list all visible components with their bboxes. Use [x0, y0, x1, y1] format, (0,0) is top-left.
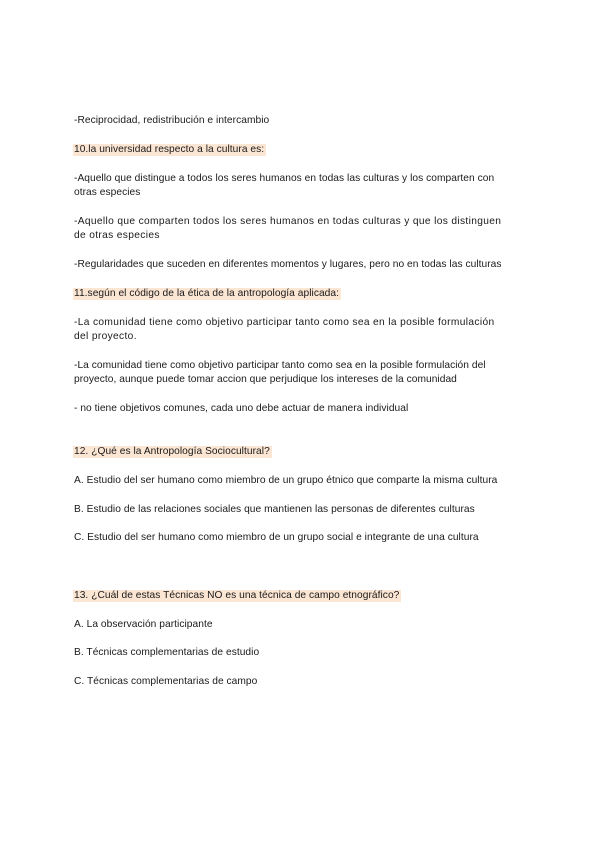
question-heading	[74, 445, 272, 459]
answer-option-line: otras especies	[74, 187, 141, 198]
answer-option: B. Técnicas complementarias de estudio	[74, 647, 260, 658]
answer-option-line: de otras especies	[74, 230, 160, 241]
answer-option: -Reciprocidad, redistribución e intercambio	[74, 115, 270, 126]
question-12-text: 12. ¿Qué es la Antropología Sociocultural?	[74, 446, 270, 457]
answer-option-line: -Aquello que comparten todos los seres humanos en todas culturas y que los distinguen	[74, 216, 502, 227]
question-11-text: 11.según el código de la ética de la antropología aplicada:	[74, 288, 339, 299]
question-10-text: 10.la universidad respecto a la cultura es:	[74, 144, 265, 155]
answer-option-line: -La comunidad tiene como objetivo participar tanto como sea en la posible formulación del	[74, 360, 486, 371]
question-heading	[74, 143, 266, 157]
answer-option: C. Estudio del ser humano como miembro de un grupo social e integrante de una cultura	[74, 532, 479, 543]
answer-option-line: del proyecto.	[74, 331, 137, 342]
answer-option: - no tiene objetivos comunes, cada uno debe actuar de manera individual	[74, 403, 409, 414]
answer-option: B. Estudio de las relaciones sociales que mantienen las personas de diferentes culturas	[74, 504, 475, 515]
answer-option: C. Técnicas complementarias de campo	[74, 676, 258, 687]
answer-option: -Regularidades que suceden en diferentes momentos y lugares, pero no en todas las culturas	[74, 259, 502, 270]
answer-option-line: -La comunidad tiene como objetivo participar tanto como sea en la posible formulación	[74, 317, 495, 328]
answer-option-line: -Aquello que distingue a todos los seres humanos en todas las culturas y los comparten con	[74, 173, 495, 184]
answer-option-line: proyecto, aunque puede tomar accion que perjudique los intereses de la comunidad	[74, 374, 457, 385]
question-heading	[74, 589, 401, 603]
question-13-text: 13. ¿Cuál de estas Técnicas NO es una técnica de campo etnográfico?	[74, 590, 400, 601]
question-heading	[74, 287, 341, 301]
answer-option: A. La observación participante	[74, 619, 213, 630]
answer-option: A. Estudio del ser humano como miembro de un grupo étnico que comparte la misma cultura	[74, 475, 498, 486]
